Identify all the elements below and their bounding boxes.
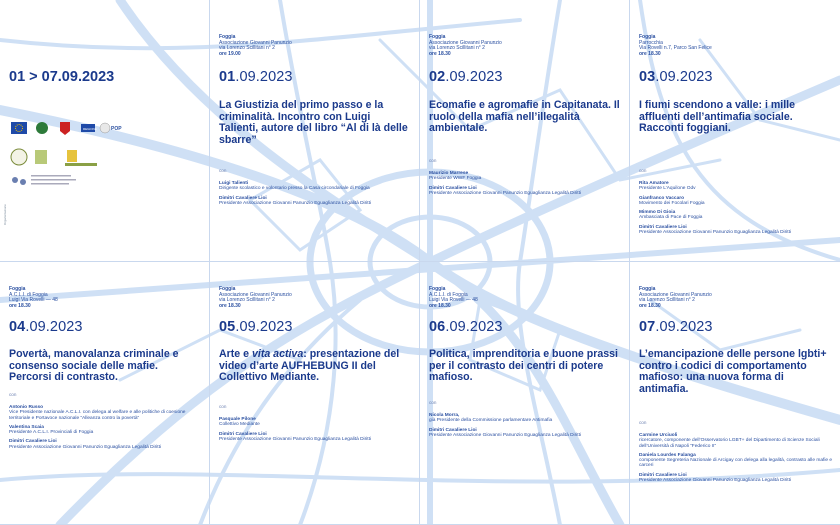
con-label: con bbox=[639, 168, 647, 173]
event-date bbox=[429, 69, 503, 85]
venue-name: A.C.L.I. di Foggia bbox=[429, 291, 468, 298]
event-card bbox=[420, 262, 630, 525]
speaker-role: Presidente Associazione Giovanni Panunzio Eguaglianza Legalità Diritti bbox=[219, 436, 371, 442]
speaker-name: Dimitri Cavaliere Lioi bbox=[219, 431, 267, 437]
event-venue bbox=[429, 287, 478, 309]
event-date bbox=[219, 319, 293, 335]
speaker bbox=[639, 196, 834, 207]
venue-address: Via Rovelli n.7, Parco San Felice bbox=[639, 45, 712, 52]
speakers-list bbox=[429, 413, 623, 442]
svg-text:POP: POP bbox=[111, 126, 122, 132]
event-date bbox=[639, 319, 713, 335]
vertical-note: Organizzazione bbox=[3, 204, 7, 225]
event-venue bbox=[219, 35, 292, 57]
event-title: Politica, imprenditoria e buone prassi per il contrasto dei centri di potere mafioso. bbox=[429, 348, 618, 384]
con-label: con bbox=[9, 392, 17, 397]
event-month-year: .09.2023 bbox=[655, 69, 713, 85]
speaker-role: Vice Presidente nazionale A.C.L.I. con delega al welfare e alle politiche di coesione territoriale e Portavoce nazionale “Alleanza contro la povertà” bbox=[9, 410, 186, 421]
venue-name: Associazione Giovanni Panunzio bbox=[429, 39, 502, 46]
speaker bbox=[639, 453, 834, 469]
speaker-role: già Presidente della Commissione parlamentare Antimafia bbox=[429, 418, 553, 424]
speaker bbox=[639, 225, 834, 236]
venue-name: Parrocchia bbox=[639, 39, 663, 46]
speaker-role: Presidente Associazione Giovanni Panunzio Eguaglianza Legalità Diritti bbox=[9, 444, 161, 450]
speaker bbox=[639, 210, 834, 221]
speaker-name: Daniela Lourdes Falanga bbox=[639, 452, 696, 458]
speaker-name: Dimitri Cavaliere Lioi bbox=[639, 472, 687, 478]
event-title-italic: vita activa bbox=[251, 348, 304, 360]
svg-text:REGIONE: REGIONE bbox=[83, 127, 97, 131]
speaker-role: Presidente Associazione Giovanni Panunzio Eguaglianza Legalità Diritti bbox=[429, 190, 581, 196]
speaker bbox=[219, 196, 413, 207]
con-label: con bbox=[639, 420, 647, 425]
event-title-part: : presentazione del video d’arte AUFHEBUNG II del Collettivo Mediante. bbox=[219, 348, 400, 384]
event-day: 03 bbox=[639, 69, 656, 85]
speakers-list bbox=[219, 181, 413, 210]
speaker-role: Presidente Associazione Giovanni Panunzio Eguaglianza Legalità Diritti bbox=[219, 200, 371, 206]
event-title bbox=[219, 349, 411, 384]
event-day: 07 bbox=[639, 319, 656, 335]
speaker bbox=[429, 186, 623, 197]
speaker-role: componente Segreteria Nazionale di Arcigay con delega alla legalità, contrasto alle mafie e carceri bbox=[639, 458, 833, 469]
speaker-role: Presidente Associazione Giovanni Panunzio Eguaglianza Legalità Diritti bbox=[429, 432, 581, 438]
speaker-name: Luigi Talienti bbox=[219, 181, 249, 186]
speaker bbox=[639, 181, 834, 192]
event-day: 01 bbox=[219, 69, 236, 85]
con-label: con bbox=[219, 168, 227, 173]
event-time: ore 18.30 bbox=[639, 50, 661, 57]
speaker-name: Dimitri Cavaliere Lioi bbox=[429, 427, 477, 433]
venue-address: via Lorenzo Scillitani n° 2 bbox=[429, 45, 485, 52]
festival-date-range: 01 > 07.09.2023 bbox=[9, 69, 115, 85]
cover-panel bbox=[0, 0, 210, 262]
speaker-name: Dimitri Cavaliere Lioi bbox=[429, 185, 477, 191]
event-title: La Giustizia del primo passo e la criminalità. Incontro con Luigi Talienti, autore del libro “Al di là delle sbarre” bbox=[219, 99, 408, 146]
event-month-year: .09.2023 bbox=[25, 319, 83, 335]
speaker-role: Presidente A.C.L.I. Provinciali di Foggia bbox=[9, 430, 94, 436]
event-card bbox=[210, 262, 420, 525]
speaker-role: Presidente Associazione Giovanni Panunzio Eguaglianza Legalità Diritti bbox=[639, 230, 791, 236]
event-time: ore 18.30 bbox=[429, 302, 451, 309]
event-time: ore 18.30 bbox=[219, 302, 241, 309]
speaker bbox=[429, 428, 623, 439]
speaker bbox=[639, 473, 834, 484]
speaker bbox=[429, 413, 623, 424]
venue-address: via Lorenzo Scillitani n° 2 bbox=[639, 297, 695, 304]
event-date bbox=[219, 69, 293, 85]
venue-name: Associazione Giovanni Panunzio bbox=[639, 291, 712, 298]
speaker-name: Pasquale Pilone bbox=[219, 417, 256, 422]
speaker-name: Dimitri Cavaliere Lioi bbox=[639, 224, 687, 230]
speakers-list bbox=[639, 433, 834, 487]
con-label: con bbox=[429, 400, 437, 405]
venue-address: Luigi Via Rovelli — 48 bbox=[9, 297, 58, 304]
event-title: Povertà, manovalanza criminale e consenso sociale delle mafie. Percorsi di contrasto. bbox=[9, 348, 179, 384]
venue-city: Foggia bbox=[639, 34, 656, 40]
venue-address: Luigi Via Rovelli — 48 bbox=[429, 297, 478, 304]
speaker-role: Presidente Associazione Giovanni Panunzio Eguaglianza Legalità Diritti bbox=[639, 478, 791, 484]
event-day: 02 bbox=[429, 69, 446, 85]
speakers-list bbox=[639, 181, 834, 239]
speaker-role: Ambasciata di Pace di Foggia bbox=[639, 215, 703, 221]
event-venue bbox=[639, 35, 712, 57]
speaker-role: Presidente L’Aquilone Odv bbox=[639, 186, 696, 192]
con-label: con bbox=[219, 404, 227, 409]
speaker-name: Gianfranco Vaccaro bbox=[639, 195, 685, 201]
event-venue bbox=[219, 287, 292, 309]
con-label: con bbox=[429, 158, 437, 163]
sponsor-logos bbox=[9, 120, 129, 195]
speaker-name: Dimitri Cavaliere Lioi bbox=[219, 195, 267, 201]
speakers-list bbox=[429, 171, 623, 200]
speaker bbox=[9, 439, 203, 450]
speaker-role: Dirigente scolastico e volontario presso la Casa circondariale di Foggia bbox=[219, 186, 370, 192]
event-card bbox=[0, 262, 210, 525]
speaker-role: Collettivo Mediante bbox=[219, 422, 260, 428]
venue-address: via Lorenzo Scillitani n° 2 bbox=[219, 297, 275, 304]
speaker-name: Rita Amatore bbox=[639, 181, 669, 186]
event-card bbox=[210, 0, 420, 262]
event-month-year: .09.2023 bbox=[655, 319, 713, 335]
event-month-year: .09.2023 bbox=[445, 319, 503, 335]
event-card bbox=[630, 0, 840, 262]
venue-city: Foggia bbox=[429, 286, 446, 292]
speaker bbox=[9, 425, 203, 436]
event-title: I fiumi scendono a valle: i mille affluenti dell’antimafia sociale. Racconti foggiani. bbox=[639, 99, 796, 135]
event-date bbox=[9, 319, 83, 335]
speaker bbox=[639, 433, 834, 449]
speaker bbox=[219, 432, 413, 443]
event-date bbox=[429, 319, 503, 335]
event-time: ore 18.30 bbox=[9, 302, 31, 309]
venue-name: A.C.L.I. di Foggia bbox=[9, 291, 48, 298]
event-title: L’emancipazione delle persone lgbti+ contro i codici di comportamento mafioso: una nuova forma di antimafia. bbox=[639, 348, 827, 395]
venue-name: Associazione Giovanni Panunzio bbox=[219, 39, 292, 46]
event-time: ore 19.00 bbox=[219, 50, 241, 57]
event-day: 06 bbox=[429, 319, 446, 335]
speakers-list bbox=[219, 417, 413, 446]
event-venue bbox=[639, 287, 712, 309]
speaker-name: Carmine Urciuoli bbox=[639, 433, 678, 438]
speaker-role: Movimento dei Focolari Foggia bbox=[639, 200, 705, 206]
event-title-part: Arte e bbox=[219, 348, 252, 360]
event-time: ore 18.30 bbox=[429, 50, 451, 57]
speaker bbox=[219, 181, 413, 192]
speaker-role: Presidente WWF Foggia bbox=[429, 176, 482, 182]
speaker bbox=[9, 405, 203, 421]
venue-name: Associazione Giovanni Panunzio bbox=[219, 291, 292, 298]
event-month-year: .09.2023 bbox=[235, 319, 293, 335]
event-day: 05 bbox=[219, 319, 236, 335]
event-venue bbox=[9, 287, 58, 309]
event-month-year: .09.2023 bbox=[235, 69, 293, 85]
speaker-name: Maurizio Marrese bbox=[429, 171, 469, 176]
speaker bbox=[429, 171, 623, 182]
venue-city: Foggia bbox=[219, 34, 236, 40]
speakers-list bbox=[9, 405, 203, 454]
event-time: ore 18.30 bbox=[639, 302, 661, 309]
speaker bbox=[219, 417, 413, 428]
speaker-name: Antonio Russo bbox=[9, 405, 44, 410]
speaker-name: Valentina Scaia bbox=[9, 424, 44, 430]
event-venue bbox=[429, 35, 502, 57]
event-card bbox=[630, 262, 840, 525]
speaker-name: Nicola Morra, bbox=[429, 413, 460, 418]
event-month-year: .09.2023 bbox=[445, 69, 503, 85]
event-date bbox=[639, 69, 713, 85]
venue-city: Foggia bbox=[9, 286, 26, 292]
venue-city: Foggia bbox=[219, 286, 236, 292]
speaker-role: ricercatore, componente dell’Osservatorio LGBT+ del Dipartimento di Scienze Sociali dell’Università di Napoli “Federico II” bbox=[639, 438, 820, 449]
venue-city: Foggia bbox=[429, 34, 446, 40]
venue-city: Foggia bbox=[639, 286, 656, 292]
event-card bbox=[420, 0, 630, 262]
venue-address: via Lorenzo Scillitani n° 2 bbox=[219, 45, 275, 52]
event-day: 04 bbox=[9, 319, 26, 335]
speaker-name: Dimitri Cavaliere Lioi bbox=[9, 439, 57, 445]
event-title: Ecomafie e agromafie in Capitanata. Il ruolo della mafia nell’illegalità ambientale. bbox=[429, 99, 620, 135]
speaker-name: Mimmo Di Gioia bbox=[639, 210, 676, 216]
